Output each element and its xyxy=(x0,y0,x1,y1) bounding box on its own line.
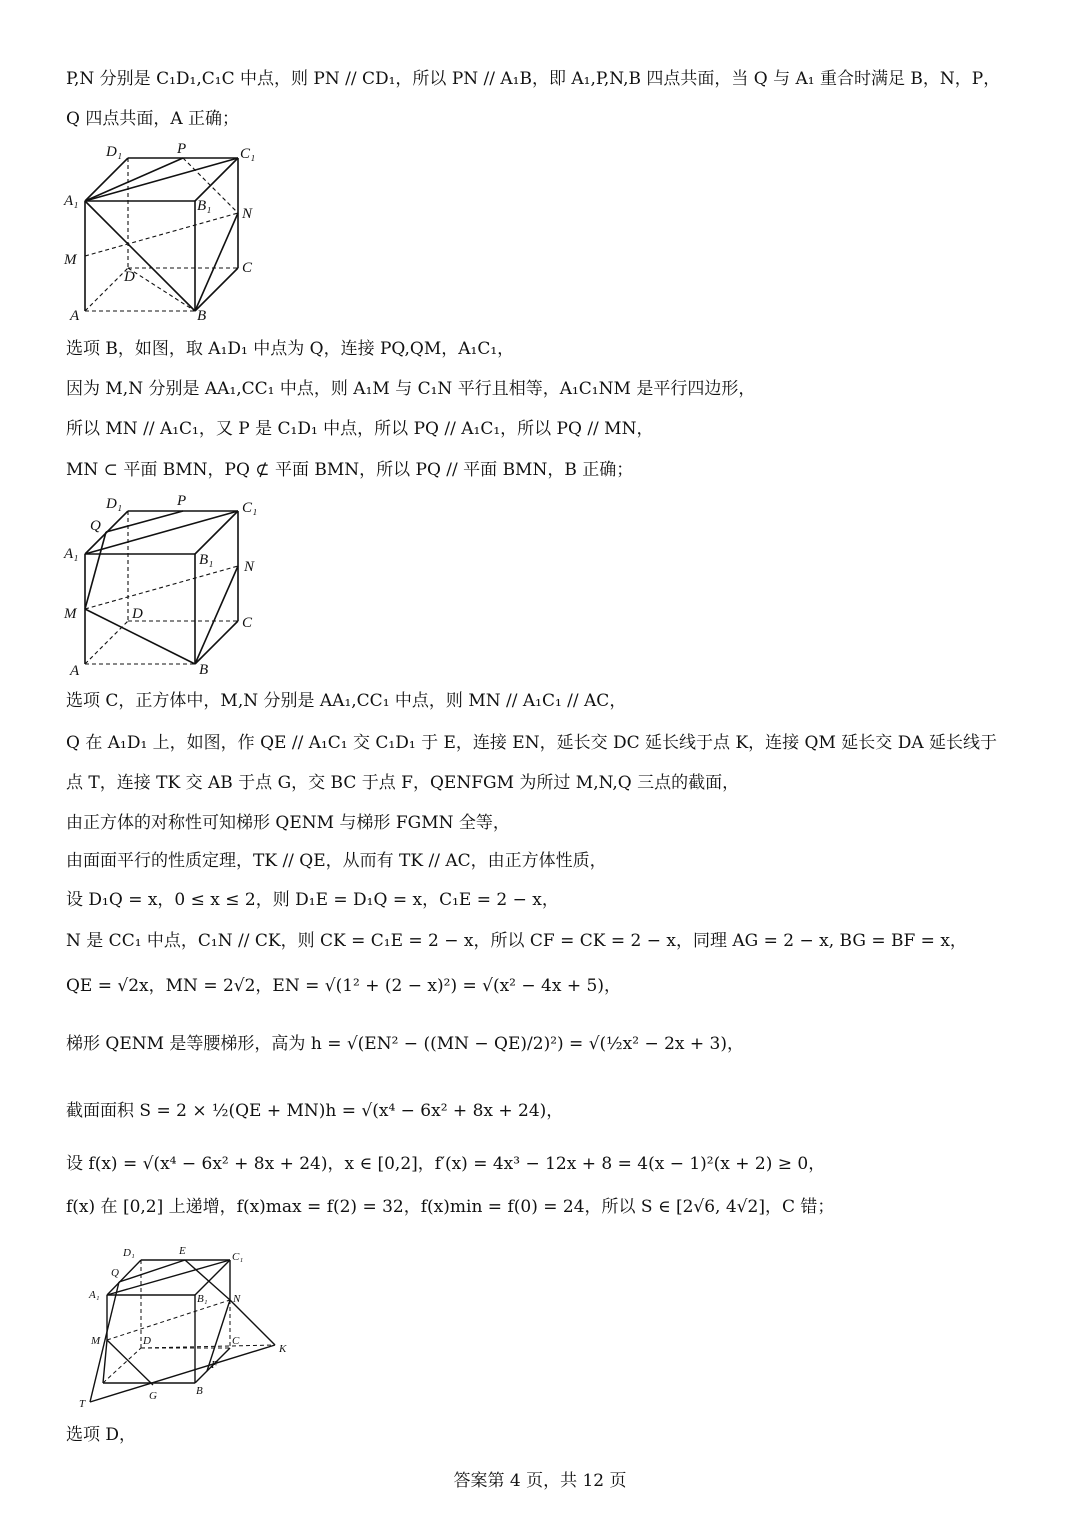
text-line: 选项 B，如图，取 A₁D₁ 中点为 Q，连接 PQ,QM，A₁C₁， xyxy=(66,339,515,359)
text-line: 设 f(x) = √(x⁴ − 6x² + 8x + 24)，x ∈ [0,2]，f′(x) = 4x³ − 12x + 8 = 4(x − 1)²(x + 2) ≥ 0， xyxy=(66,1154,826,1174)
text-line: QE = √2x，MN = 2√2，EN = √(1² + (2 − x)²) = √(x² − 4x + 5)， xyxy=(66,976,621,996)
cube-figure-2 xyxy=(60,488,270,678)
label-B1: B₁ xyxy=(199,552,214,568)
label-N: N xyxy=(233,1293,241,1305)
text-line: Q 四点共面，A 正确； xyxy=(66,109,240,129)
page-footer: 答案第 4 页，共 12 页 xyxy=(453,1471,627,1491)
label-A: A xyxy=(70,663,80,678)
label-Q: Q xyxy=(90,518,101,534)
label-D: D xyxy=(143,1335,151,1347)
label-K: K xyxy=(279,1343,287,1355)
text-line: 由正方体的对称性可知梯形 QENM 与梯形 FGMN 全等， xyxy=(66,813,510,833)
cube-figure-3 xyxy=(75,1240,305,1410)
label-A1: A₁ xyxy=(64,546,79,562)
label-C1: C₁ xyxy=(242,500,258,516)
text-line: Q 在 A₁D₁ 上，如图，作 QE // A₁C₁ 交 C₁D₁ 于 E，连接 EN，延长交 DC 延长线于点 K，连接 QM 延长交 DA 延长线于 xyxy=(66,733,998,753)
label-M: M xyxy=(64,252,77,268)
cube-figure-1 xyxy=(60,138,270,328)
solid-edges xyxy=(90,1260,275,1402)
text-line: N 是 CC₁ 中点，C₁N // CK，则 CK = C₁E = 2 − x，所以 CF = CK = 2 − x，同理 AG = 2 − x, BG = BF = x， xyxy=(66,931,967,951)
label-C: C xyxy=(242,260,253,276)
label-Q: Q xyxy=(111,1267,119,1279)
text-line: 所以 MN // A₁C₁，又 P 是 C₁D₁ 中点，所以 PQ // A₁C₁，所以 PQ // MN， xyxy=(66,419,654,439)
label-C1: C₁ xyxy=(232,1251,244,1263)
label-N: N xyxy=(244,559,255,575)
label-B: B xyxy=(197,308,207,324)
text-line: 截面面积 S = 2 × ½(QE + MN)h = √(x⁴ − 6x² + 8x + 24)， xyxy=(66,1101,564,1121)
text-line: 梯形 QENM 是等腰梯形，高为 h = √(EN² − ((MN − QE)/2)²) = √(½x² − 2x + 3)， xyxy=(66,1034,745,1054)
label-B: B xyxy=(199,662,209,678)
label-B1: B₁ xyxy=(197,198,212,214)
label-E: E xyxy=(179,1245,186,1257)
label-D1: D₁ xyxy=(123,1247,135,1259)
text-line: 选项 D， xyxy=(66,1425,137,1445)
label-P: P xyxy=(177,141,187,157)
text-line: P,N 分别是 C₁D₁,C₁C 中点，则 PN // CD₁，所以 PN // A₁B，即 A₁,P,N,B 四点共面，当 Q 与 A₁ 重合时满足 B，N，P， xyxy=(66,69,1001,89)
label-C1: C₁ xyxy=(240,146,256,162)
text-line: f(x) 在 [0,2] 上递增，f(x)max = f(2) = 32，f(x)min = f(0) = 24，所以 S ∈ [2√6, 4√2]，C 错； xyxy=(66,1197,835,1217)
label-F: F xyxy=(211,1359,218,1371)
label-M: M xyxy=(64,606,77,622)
label-N: N xyxy=(242,206,253,222)
label-P: P xyxy=(177,493,187,509)
text-line: 因为 M,N 分别是 AA₁,CC₁ 中点，则 A₁M 与 C₁N 平行且相等，A₁C₁NM 是平行四边形， xyxy=(66,379,756,399)
text-line: MN ⊂ 平面 BMN，PQ ⊄ 平面 BMN，所以 PQ // 平面 BMN，B 正确； xyxy=(66,460,634,480)
label-T: T xyxy=(79,1398,86,1410)
label-A: A xyxy=(70,308,80,324)
text-line: 设 D₁Q = x，0 ≤ x ≤ 2，则 D₁E = D₁Q = x，C₁E = 2 − x， xyxy=(66,890,559,910)
label-C: C xyxy=(242,615,253,631)
label-D: D xyxy=(124,269,135,285)
text-line: 选项 C，正方体中，M,N 分别是 AA₁,CC₁ 中点，则 MN // A₁C₁ // AC， xyxy=(66,691,627,711)
label-C: C xyxy=(232,1335,240,1347)
label-D1: D₁ xyxy=(106,144,123,160)
label-B1: B₁ xyxy=(197,1293,208,1305)
label-M: M xyxy=(91,1335,101,1347)
label-B: B xyxy=(196,1385,203,1397)
text-line: 由面面平行的性质定理，TK // QE，从而有 TK // AC，由正方体性质， xyxy=(66,851,607,871)
label-D1: D₁ xyxy=(106,496,123,512)
label-A1: A₁ xyxy=(64,193,79,209)
text-line: 点 T，连接 TK 交 AB 于点 G，交 BC 于点 F，QENFGM 为所过 M,N,Q 三点的截面， xyxy=(66,773,740,793)
label-D: D xyxy=(132,606,143,622)
label-A1: A₁ xyxy=(89,1289,100,1301)
label-G: G xyxy=(149,1390,157,1402)
